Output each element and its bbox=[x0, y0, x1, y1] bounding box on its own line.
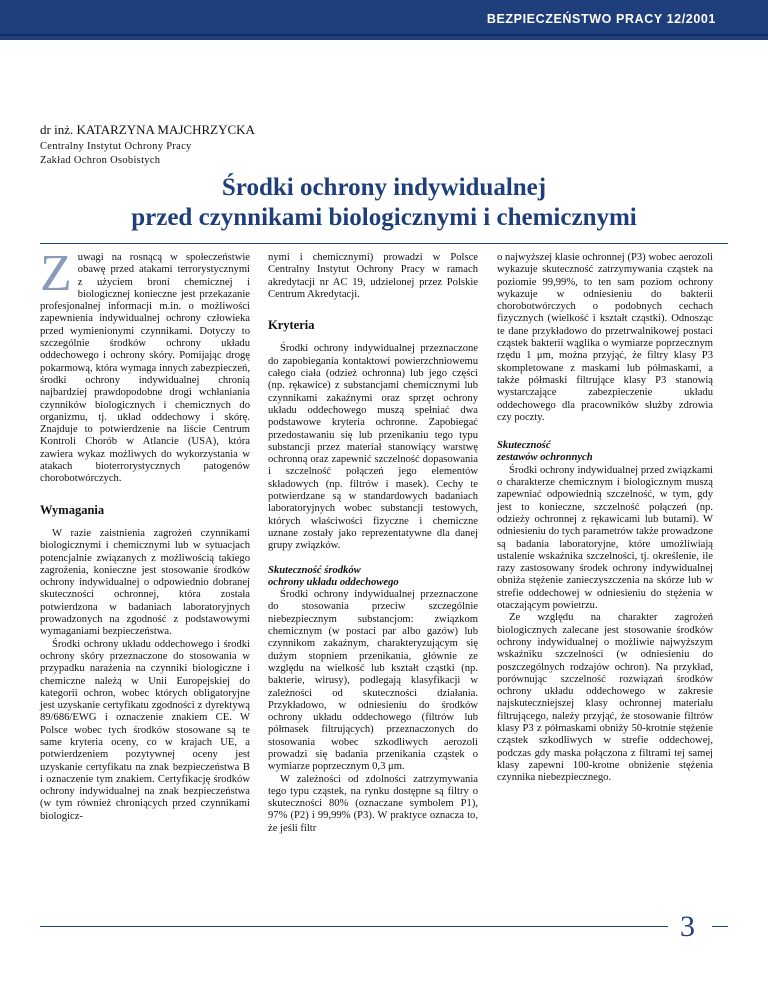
author-name: dr inż. KATARZYNA MAJCHRZYCKA bbox=[40, 122, 255, 137]
paragraph: W zależności od zdolności zatrzymywania tego typu cząstek, na rynku dostępne są filtry o skuteczności 80% (oznaczane symbolem P1), 97% (P2) i 99,99% (P3). W praktyce oznacza to, że jeśli filtr bbox=[268, 773, 478, 834]
paragraph: Środki ochrony indywidualnej przeznaczone do zapobiegania kontaktowi powierzchniowemu całego ciała (odzież ochronna) lub jego części (np. rękawice) z substancjami chemicznymi lub czynnikami zakaźnymi oraz sprzęt ochrony układu oddechowego muszą spełniać dwa podstawowe kryteria ochronne. Zapobiegać przedostawaniu się lub przenikaniu tego typu substancji przez materiał stanowiący warstwę ochronną oraz zapewnić szczelność dopasowania i szczelność połączeń jego elementów składowych (np. filtrów i masek). Cechy te potwierdzane są w standardowych badaniach laboratoryjnych wobec substancji testowych, których właściwości fizyczne i chemiczne uznane zostały jako reprezentatywne dla danej grupy związków. bbox=[268, 343, 478, 552]
footer-rule bbox=[712, 926, 728, 927]
paragraph: o najwyższej klasie ochronnej (P3) wobec aerozoli wykazuje skuteczność zatrzymywania cząstek na poziomie 99,99%, to ten sam poziom ochrony wykazuje w odniesieniu do bakterii chorobotwórczych o podobnych cechach fizycznych (wielkość i kształt cząstki). Odnosząc te dane przykładowo do przetrwalnikowej postaci cząstek bakterii wąglika o wymiarze poprzecznym rzędu 1 μm, można przyjąć, że filtry klasy P3 skompletowane z maskami lub półmaskami, a także półmaski filtrujące klasy P3 stanowią wystarczające zabezpieczenie układu oddechowego dla pracowników służby zdrowia czy poczty. bbox=[497, 252, 713, 423]
paragraph: W razie zaistnienia zagrożeń czynnikami biologicznymi i chemicznymi lub w sytuacjach potencjalnie związanych z możliwością takiego zagrożenia, konieczne jest stosowanie środków ochrony indywidualnej o odpowiednio dobranej skuteczności ochronnej, która została potwierdzona w badaniach laboratoryjnych prowadzonych na zgodność z podstawowymi wymaganiami bezpieczeństwa. bbox=[40, 527, 250, 638]
section-heading-wymagania: Wymagania bbox=[40, 502, 105, 517]
header-rule bbox=[0, 34, 768, 36]
author-affiliation-department: Zakład Ochron Osobistych bbox=[40, 155, 161, 166]
text-column-3 bbox=[497, 252, 713, 784]
footer-rule bbox=[40, 926, 668, 927]
subheading-skutecznosc-zestawow: Skuteczność zestawów ochronnych bbox=[497, 440, 593, 464]
journal-header: BEZPIECZEŃSTWO PRACY 12/2001 bbox=[486, 12, 716, 26]
section-heading-kryteria: Kryteria bbox=[268, 318, 315, 333]
intro-paragraph: Zuwagi na rosnącą w społeczeństwie obawę przed atakami terrorystycznymi z użyciem broni chemicznej i biologicznej konieczne jest przekazanie profesjonalnej informacji m.in. o możliwości zapewnienia indywidualnej ochrony człowieka przed wymienionymi czynnikami. Dotyczy to szczególnie środków ochrony układu oddechowego i ochrony skóry. Pomijając drogę pokarmową, która wymaga innych zabezpieczeń, środki ochrony indywidualnej chronią najbardziej prawdopodobne drogi wchłaniania czynników biologicznych i chemicznych do organizmu, tj. układ oddechowy i skórę. Znajduje to potwierdzenie na liście Centrum Kontroli Chorób w Atlancie (USA), która zawiera wykaz możliwych do wykorzystania w atakach bioterrorystycznych patogenów chorobotwórczych. bbox=[40, 245, 250, 485]
text-column-2 bbox=[268, 252, 478, 835]
article-title-line1: Środki ochrony indywidualnej bbox=[221, 174, 547, 201]
paragraph: nymi i chemicznymi) prowadzi w Polsce Centralny Instytut Ochrony Pracy w ramach akredytacji nr AC 19, udzielonej przez Polskie Centrum Akredytacji. bbox=[268, 252, 478, 300]
text-column-1 bbox=[40, 245, 250, 823]
paragraph: Ze względu na charakter zagrożeń biologicznych zalecane jest stosowanie środków ochrony indywidualnej o możliwie najwyższym wskaźniku szczelności (w odniesieniu do poszczególnych rodzajów ochron). Na przykład, porównując szczelność rozwiązań środków ochrony układu oddechowego w zakresie najskuteczniejszej klasy ochronnej materiału filtrującego, należy przyjąć, że stosowanie filtrów klasy P3 z półmaskami obniży 50-krotnie stężenie cząstek szkodliwych w strefie oddechowej, podczas gdy maska połączona z filtrami tej samej klasy zapewni 100-krotne obniżenie stężenia czynnika niebezpiecznego. bbox=[497, 612, 713, 784]
author-affiliation-institute: Centralny Instytut Ochrony Pracy bbox=[40, 141, 192, 152]
subheading-skutecznosc-srodkow: Skuteczność środków ochrony układu oddechowego bbox=[268, 564, 399, 588]
drop-cap: Z bbox=[40, 245, 72, 302]
page-number: 3 bbox=[680, 910, 695, 943]
paragraph: Środki ochrony indywidualnej przeznaczone do stosowania przeciw szczególnie niebezpiecznym substancjom: związkom chemicznym (w postaci par albo gazów) lub czynnikom zakaźnym, charakteryzującym się dużym stopniem przenikania, głównie ze względu na wielkość lub kształt cząstki (np. bakterie, wirusy), podlegają klasyfikacji w zależności od skuteczności działania. Przykładowo, w odniesieniu do środków ochrony układu oddechowego (filtrów lub półmasek filtrujących) przeznaczonych do stosowania wobec szkodliwych aerozoli prowadzi się badania przenikania cząstek o wymiarze poprzecznym 0,3 μm. bbox=[268, 589, 478, 773]
article-title-line2: przed czynnikami biologicznymi i chemicznymi bbox=[131, 204, 637, 231]
title-rule bbox=[40, 243, 728, 244]
paragraph: Środki ochrony indywidualnej przed związkami o charakterze chemicznym i biologicznym muszą zapewniać odpowiednią szczelność, w tym, gdy jest to konieczne, szczelność połączeń (np. odzieży ochronnej z rękawicami lub butami). W odniesieniu do tych parametrów także prowadzone są badania laboratoryjne, które umożliwiają ustalenie wskaźnika szczelności, tj. określenie, ile razy zastosowany środek ochrony indywidualnej obniża stężenie zanieczyszczenia na skórze lub w strefie oddechowej w odniesieniu do stężenia w otaczającym powietrzu. bbox=[497, 464, 713, 612]
paragraph: Środki ochrony układu oddechowego i środki ochrony skóry przeznaczone do stosowania w przypadku narażenia na czynniki biologiczne i chemiczne należą w Unii Europejskiej do kategorii ochron, wobec których obligatoryjne jest uzyskanie certyfikatu zgodności z dyrektywą 89/686/EWG i oznaczenie znakiem CE. W Polsce wobec tych środków stosowane są te same kryteria oceny, co w krajach UE, a potwierdzeniem pozytywnej oceny jest uzyskanie certyfikatu na znak bezpieczeństwa B i oznaczenie tym znakiem. Certyfikację środków ochrony indywidualnej na znak bezpieczeństwa (w tym również chroniących przed czynnikami biologicz- bbox=[40, 638, 250, 822]
